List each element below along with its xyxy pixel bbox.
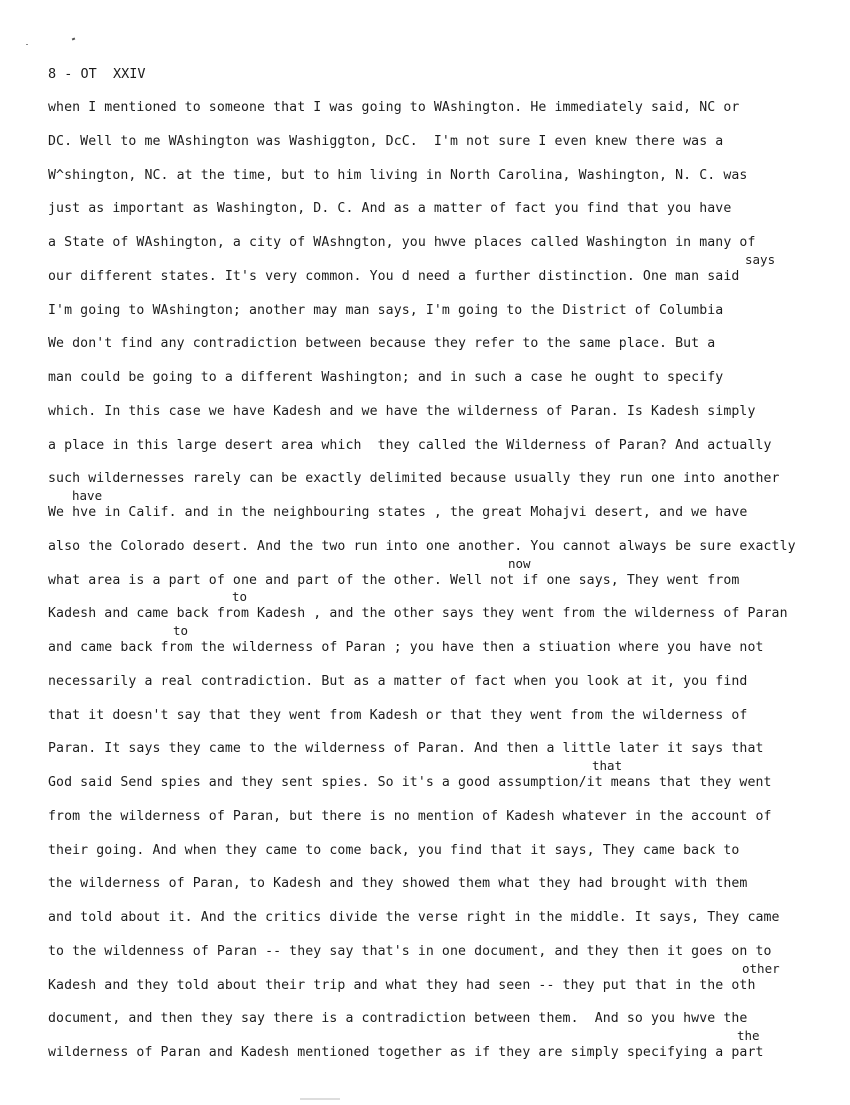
interlinear-insertion: now bbox=[508, 555, 531, 571]
text-line: when I mentioned to someone that I was going to WAshington. He immediately said, NC or bbox=[48, 100, 740, 115]
text-line: also the Colorado desert. And the two run into one another. You cannot always be sure exactly bbox=[48, 538, 796, 554]
text-line: We hve in Calif. and in the neighbouring states , the great Mohajvi desert, and we have bbox=[48, 505, 748, 520]
text-line: man could be going to a different Washington; and in such a case he ought to specify bbox=[48, 370, 724, 385]
interlinear-insertion: to bbox=[173, 623, 189, 638]
text-line: W^shington, NC. at the time, but to him living in North Carolina, Washington, N. C. was bbox=[48, 167, 748, 183]
page-smudge bbox=[300, 1098, 340, 1100]
text-line: a State of WAshington, a city of WAshngton, you hwve places called Washington in many of bbox=[48, 235, 756, 250]
text-line: that it doesn't say that they went from Kadesh or that they went from the wilderness of bbox=[48, 707, 748, 723]
page-header: 8 - OT XXIV bbox=[48, 66, 146, 82]
text-line: what area is a part of one and part of the other. Well not if one says, They went from bbox=[48, 572, 740, 588]
text-line: which. In this case we have Kadesh and we have the wilderness of Paran. Is Kadesh simply bbox=[48, 403, 756, 419]
text-line: necessarily a real contradiction. But as a matter of fact when you look at it, you find bbox=[48, 673, 748, 689]
text-line: just as important as Washington, D. C. And as a matter of fact you find that you have bbox=[48, 201, 732, 217]
text-line: Kadesh and they told about their trip and what they had seen -- they put that in the oth bbox=[48, 977, 756, 993]
text-line: wilderness of Paran and Kadesh mentioned together as if they are simply specifying a part bbox=[48, 1045, 764, 1060]
ink-speck bbox=[26, 44, 28, 45]
ink-speck bbox=[72, 38, 76, 41]
text-line: DC. Well to me WAshington was Washiggton, DcC. I'm not sure I even knew there was a bbox=[48, 133, 724, 149]
interlinear-insertion: the bbox=[737, 1028, 760, 1043]
interlinear-insertion: to bbox=[232, 589, 248, 605]
text-line: our different states. It's very common. You d need a further distinction. One man said bbox=[48, 268, 740, 284]
text-line: their going. And when they came to come back, you find that it says, They came back to bbox=[48, 842, 740, 858]
text-line: such wildernesses rarely can be exactly delimited because usually they run one into another bbox=[48, 471, 780, 487]
text-line: I'm going to WAshington; another may man says, I'm going to the District of Columbia bbox=[48, 302, 724, 318]
text-line: a place in this large desert area which they called the Wilderness of Paran? And actually bbox=[48, 437, 772, 453]
text-line: document, and then they say there is a contradiction between them. And so you hwve the bbox=[48, 1011, 748, 1027]
text-line: from the wilderness of Paran, but there is no mention of Kadesh whatever in the account of bbox=[48, 808, 772, 824]
text-line: Paran. It says they came to the wilderness of Paran. And then a little later it says that bbox=[48, 741, 764, 757]
text-line: and told about it. And the critics divide the verse right in the middle. It says, They came bbox=[48, 910, 780, 925]
interlinear-insertion: that bbox=[592, 758, 623, 773]
interlinear-insertion: other bbox=[742, 960, 780, 976]
text-line: to the wildenness of Paran -- they say that's in one document, and they then it goes on to bbox=[48, 943, 772, 959]
text-line: God said Send spies and they sent spies. So it's a good assumption/it means that they went bbox=[48, 775, 772, 790]
text-line: the wilderness of Paran, to Kadesh and they showed them what they had brought with them bbox=[48, 876, 748, 892]
text-line: We don't find any contradiction between because they refer to the same place. But a bbox=[48, 336, 716, 352]
interlinear-insertion: says bbox=[745, 251, 776, 267]
text-line: Kadesh and came back from Kadesh , and the other says they went from the wilderness of Paran bbox=[48, 606, 788, 622]
interlinear-insertion: have bbox=[72, 488, 103, 503]
text-line: and came back from the wilderness of Paran ; you have then a stiuation where you have not bbox=[48, 640, 764, 655]
